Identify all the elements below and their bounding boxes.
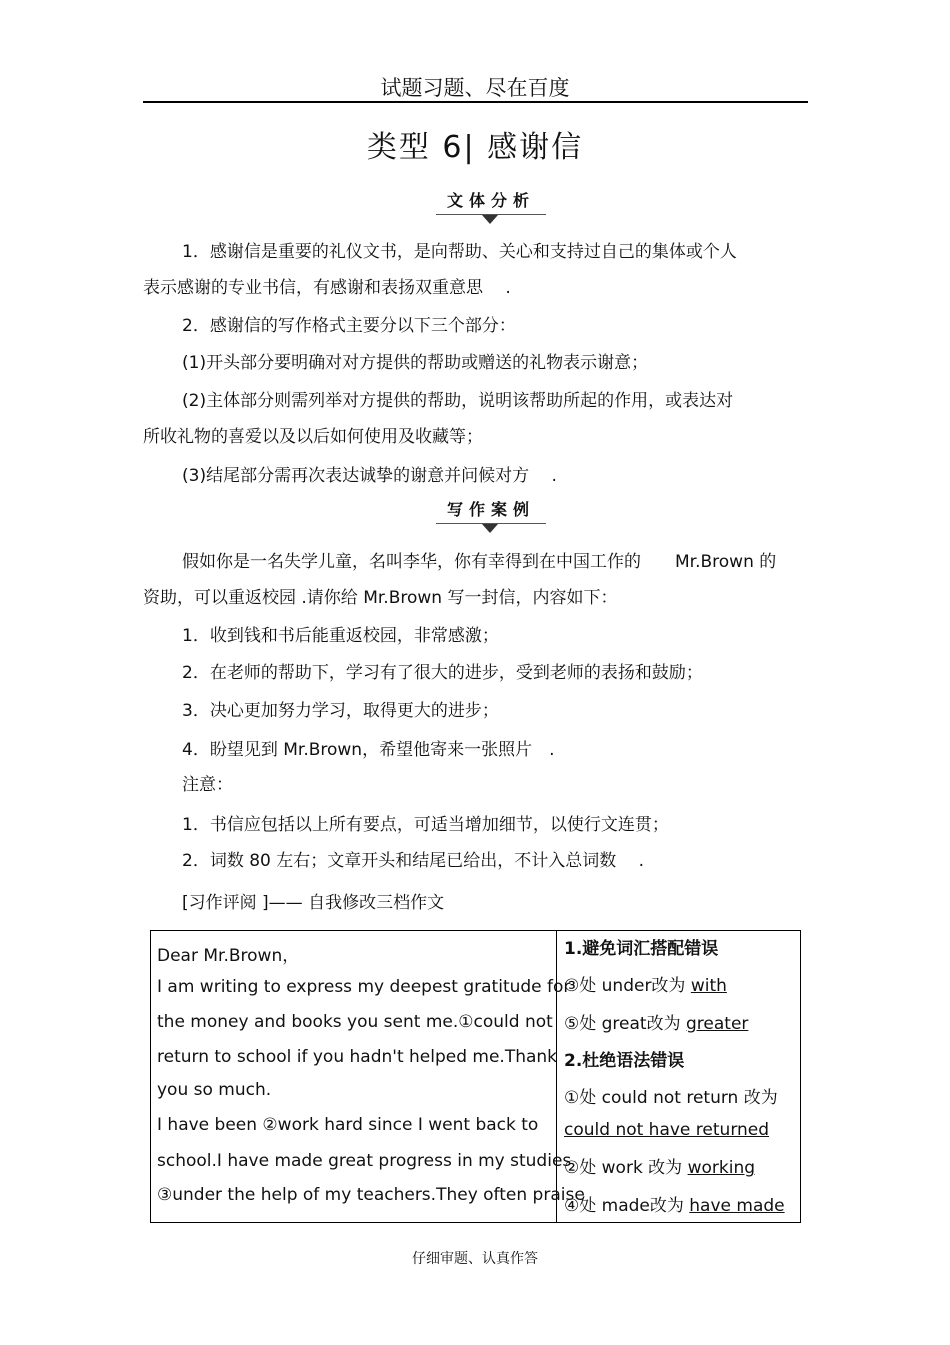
correction-fix: greater (686, 1014, 749, 1034)
notes-heading-grammar: 2.杜绝语法错误 (564, 1051, 685, 1071)
essay-line: you so much. (157, 1080, 272, 1100)
list-item: 4．盼望见到 Mr.Brown，希望他寄来一张照片 . (182, 740, 555, 760)
correction-item (564, 1153, 755, 1178)
essay-line: return to school if you hadn't helped me.Thank (157, 1047, 558, 1067)
list-item: 1．书信应包括以上所有要点，可适当增加细节，以使行文连贯； (182, 815, 669, 835)
correction-label: ②处 work 改为 (564, 1158, 688, 1178)
paragraph-line: 2．感谢信的写作格式主要分以下三个部分： (182, 316, 516, 336)
paragraph-line: (3)结尾部分需再次表达诚挚的谢意并问候对方 . (182, 466, 557, 486)
list-item: 3．决心更加努力学习，取得更大的进步； (182, 701, 499, 721)
paragraph-line: 1．感谢信是重要的礼仪文书，是向帮助、关心和支持过自己的集体或个人 (182, 242, 737, 262)
paragraph-line: 资助，可以重返校园 .请你给 Mr.Brown 写一封信，内容如下： (143, 588, 618, 608)
table-column-divider (556, 930, 557, 1223)
paragraph-line: (2)主体部分则需列举对方提供的帮助，说明该帮助所起的作用，或表达对 (182, 391, 734, 411)
essay-line: I have been ②work hard since I went back to (157, 1115, 539, 1135)
badge-arrow-icon (482, 215, 498, 224)
paragraph-line: 假如你是一名失学儿童，名叫李华，你有幸得到在中国工作的 Mr.Brown 的 (182, 552, 777, 572)
list-item: 2．词数 80 左右；文章开头和结尾已给出，不计入总词数 . (182, 851, 645, 871)
list-item: 1．收到钱和书后能重返校园，非常感激； (182, 626, 499, 646)
correction-item (564, 1191, 785, 1216)
paragraph-line: (1)开头部分要明确对对方提供的帮助或赠送的礼物表示谢意； (182, 353, 649, 373)
essay-line: I am writing to express my deepest gratitude for (157, 977, 571, 997)
note-heading: 注意： (182, 775, 233, 795)
essay-line: Dear Mr.Brown， (157, 946, 300, 966)
subsection-heading: [习作评阅 ]—— 自我修改三档作文 (182, 893, 445, 913)
essay-line: the money and books you sent me.①could not (157, 1012, 553, 1032)
header-divider (143, 101, 808, 103)
badge-label: 文体分析 (446, 191, 535, 210)
list-item: 2．在老师的帮助下，学习有了很大的进步，受到老师的表扬和鼓励； (182, 663, 703, 683)
correction-item (564, 971, 727, 996)
correction-item (564, 1009, 748, 1034)
correction-label: ⑤处 great改为 (564, 1014, 686, 1034)
essay-line: school.I have made great progress in my studies (157, 1151, 572, 1171)
page-header: 试题习题、尽在百度 (380, 76, 570, 100)
paragraph-line: 表示感谢的专业书信，有感谢和表扬双重意思 . (143, 278, 511, 298)
page-footer: 仔细审题、认真作答 (412, 1251, 538, 1267)
correction-label: ③处 under改为 (564, 976, 691, 996)
badge-label: 写作案例 (446, 500, 535, 519)
correction-fix: with (690, 976, 727, 996)
section-badge-style-analysis (436, 188, 546, 211)
correction-label: ①处 could not return 改为 (564, 1088, 778, 1108)
notes-heading-collocation: 1.避免词汇搭配错误 (564, 939, 719, 959)
correction-fix: working (687, 1158, 756, 1178)
correction-fix: could not have returned (564, 1120, 770, 1140)
badge-arrow-icon (482, 524, 498, 533)
correction-fix: have made (689, 1196, 785, 1216)
essay-line: ③under the help of my teachers.They often praise (157, 1185, 585, 1205)
section-badge-writing-case (436, 497, 546, 520)
paragraph-line: 所收礼物的喜爱以及以后如何使用及收藏等； (143, 427, 483, 447)
page-title: 类型 6| 感谢信 (366, 130, 584, 165)
correction-label: ④处 made改为 (564, 1196, 690, 1216)
